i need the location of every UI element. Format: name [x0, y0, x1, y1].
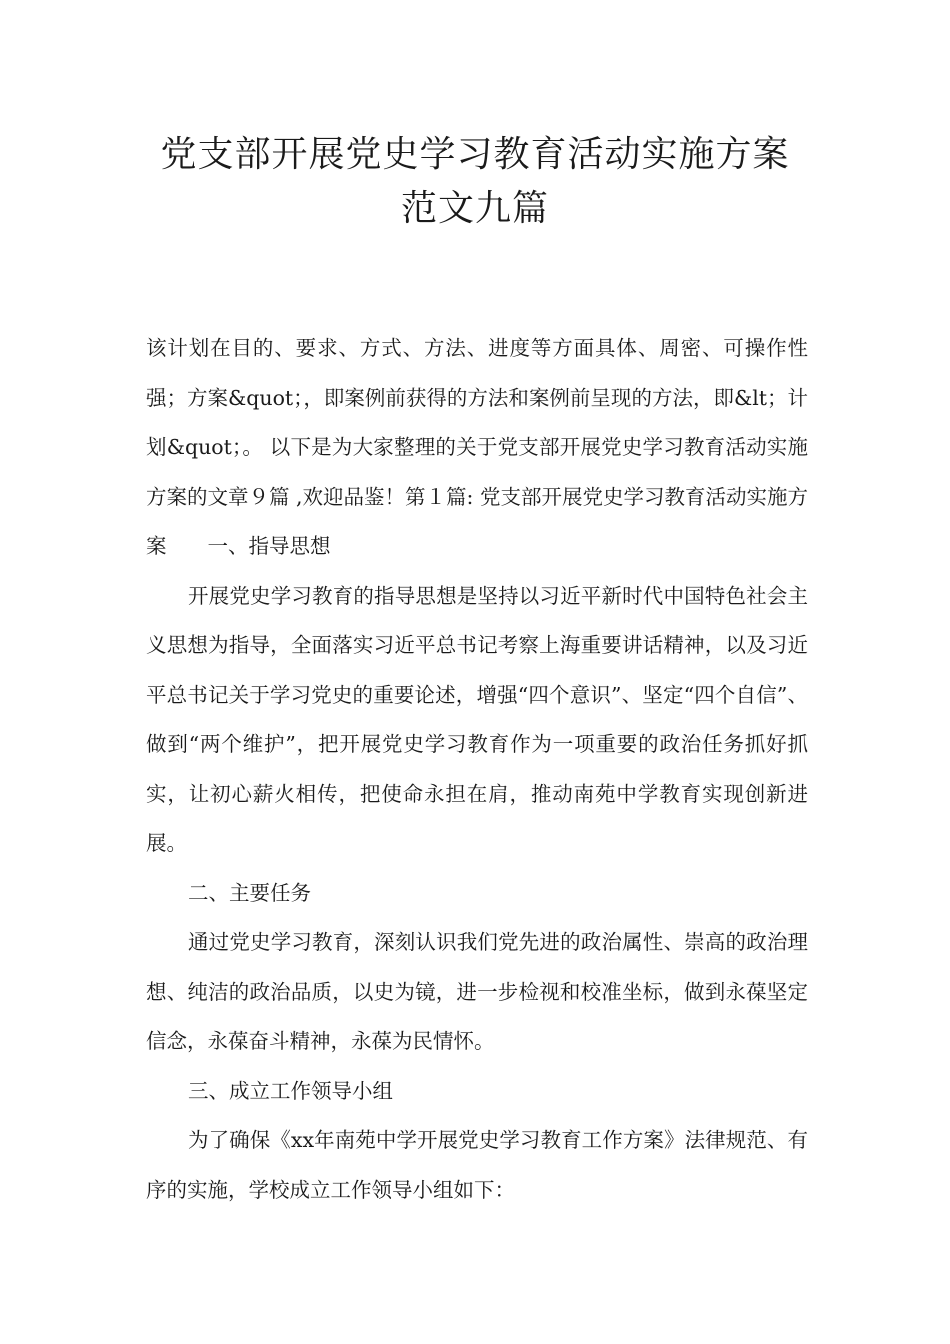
paragraph-main-tasks: 通过党史学习教育，深刻认识我们党先进的政治属性、崇高的政治理想、纯洁的政治品质，以史为镜，进一步检视和校准坐标，做到永葆坚定信念，永葆奋斗精神，永葆为民情怀。 — [146, 930, 808, 1053]
paragraph-leading-group: 为了确保《xx年南苑中学开展党史学习教育工作方案》法律规范、有序的实施，学校成立工作领导小组如下： — [146, 1128, 808, 1202]
paragraph-guiding-ideology: 开展党史学习教育的指导思想是坚持以习近平新时代中国特色社会主义思想为指导，全面落实习近平总书记考察上海重要讲话精神，以及习近平总书记关于学习党史的重要论述，增强“四个意识”、坚定“四个自信”、做到“两个维护”，把开展党史学习教育作为一项重要的政治任务抓好抓实，让初心薪火相传，把使命永担在肩，推动南苑中学教育实现创新进展。 — [146, 583, 808, 855]
title-line-2: 范文九篇 — [400, 188, 549, 229]
document-title — [120, 128, 830, 236]
document-body — [146, 324, 808, 1215]
title-line-1: 党支部开展党史学习教育活动实施方案 — [160, 134, 790, 175]
intro-paragraph: 该计划在目的、要求、方式、方法、进度等方面具体、周密、可操作性强；方案&quot；，即案例前获得的方法和案例前呈现的方法，即&lt；计划&quot；。 以下是为大家整理的关于党支部开展党史学习教育活动实施方案的文章９篇 ,欢迎品鉴！第１篇: 党支部开展党史学习教育活动实施方案 一、指导思想 — [146, 336, 808, 558]
heading-leading-group: 三、成立工作领导小组 — [188, 1078, 393, 1103]
heading-main-tasks: 二、主要任务 — [188, 880, 311, 905]
